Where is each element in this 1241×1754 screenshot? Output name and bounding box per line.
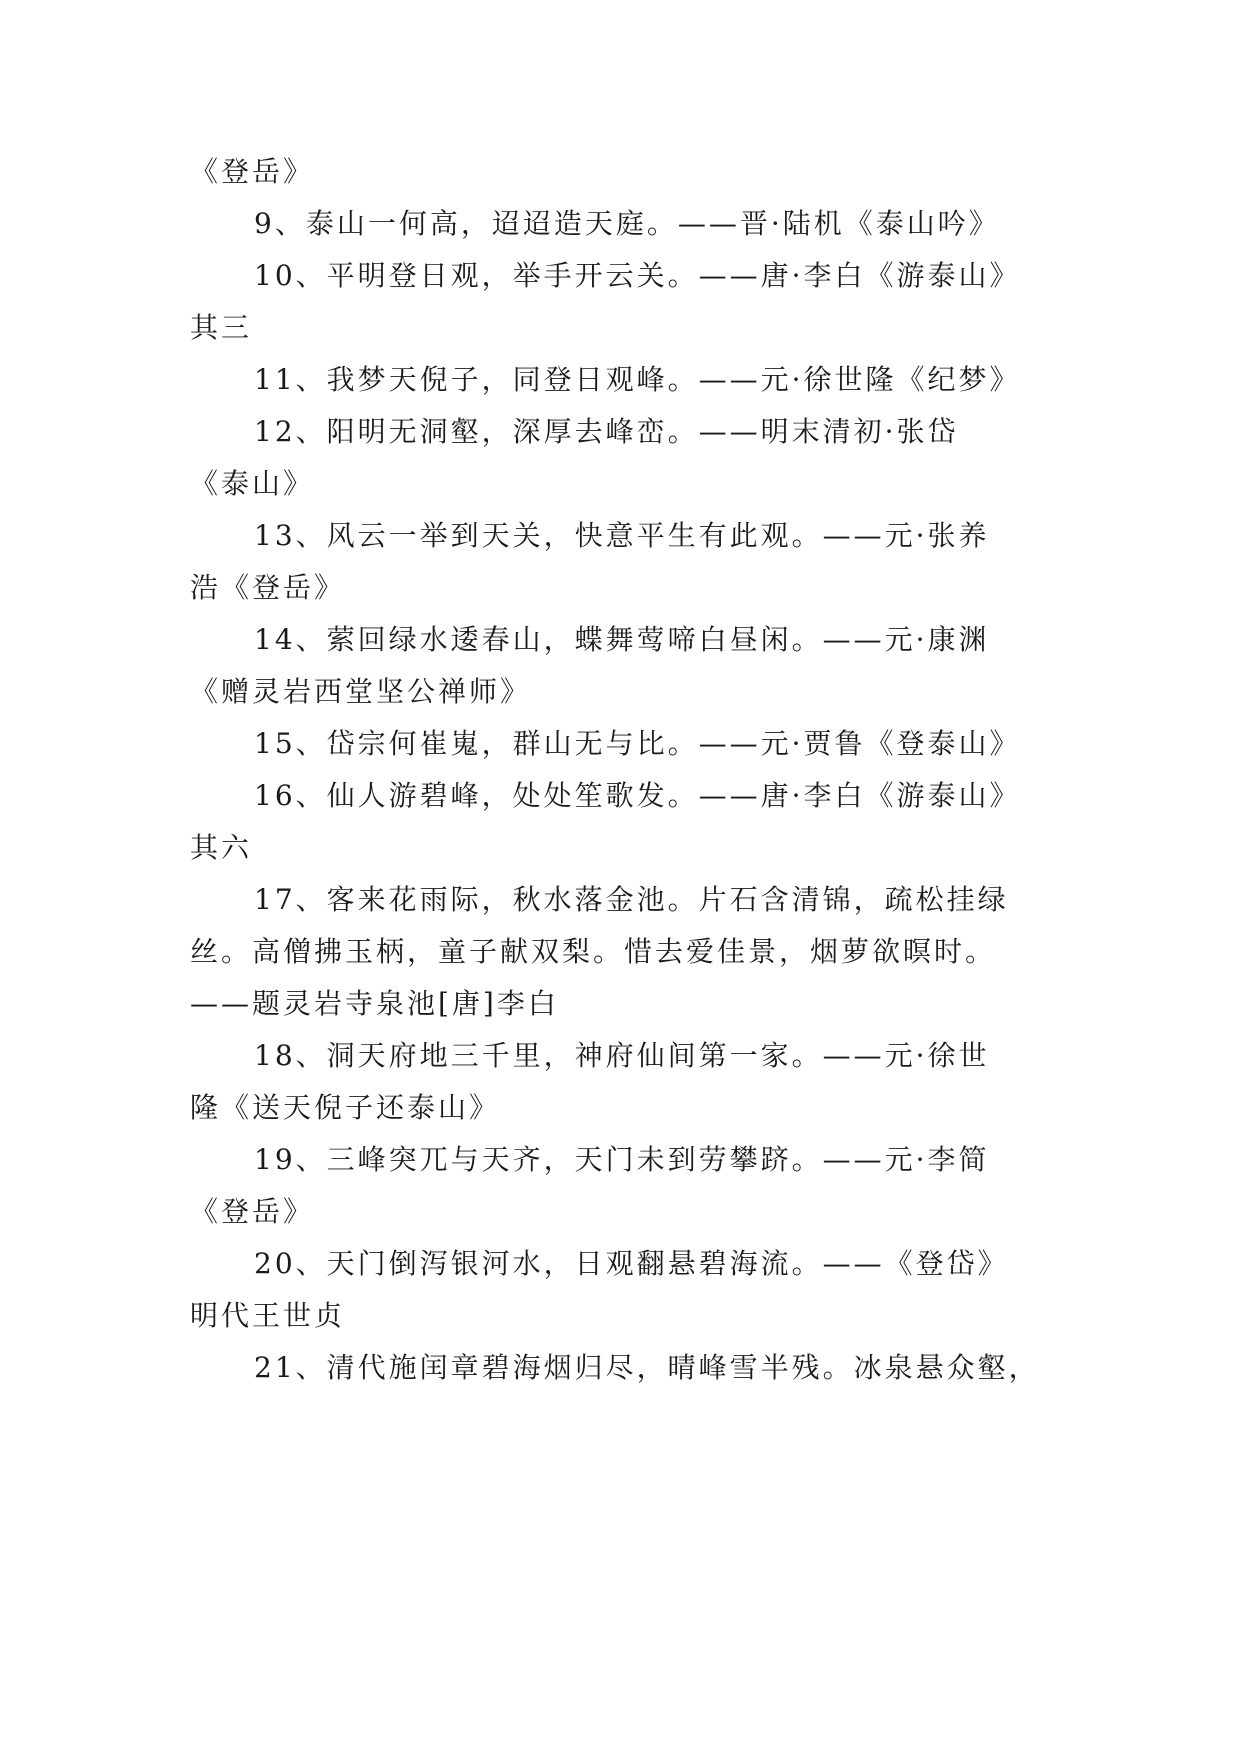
text-line: 浩《登岳》 — [190, 571, 346, 604]
text-line: 隆《送天倪子还泰山》 — [190, 1091, 501, 1124]
text-line: 《登岳》 — [190, 1195, 315, 1228]
text-line: 其六 — [190, 831, 253, 864]
text-line: 明代王世贞 — [190, 1299, 346, 1332]
text-line: 15、岱宗何崔嵬，群山无与比。——元·贾鲁《登泰山》 — [254, 727, 1021, 760]
text-line: 11、我梦天倪子，同登日观峰。——元·徐世隆《纪梦》 — [254, 363, 1021, 396]
text-line: 21、清代施闰章碧海烟归尽，晴峰雪半残。冰泉悬众壑， — [254, 1351, 1040, 1384]
text-line: 20、天门倒泻银河水，日观翻悬碧海流。——《登岱》 — [254, 1247, 1009, 1280]
text-line: 16、仙人游碧峰，处处笙歌发。——唐·李白《游泰山》 — [254, 779, 1021, 812]
text-line: 18、洞天府地三千里，神府仙间第一家。——元·徐世 — [254, 1039, 990, 1072]
text-line: 14、萦回绿水逶春山，蝶舞莺啼白昼闲。——元·康渊 — [254, 623, 990, 656]
text-line: 《登岳》 — [190, 155, 315, 188]
text-line: 12、阳明无洞壑，深厚去峰峦。——明末清初·张岱 — [254, 415, 959, 448]
text-line: 17、客来花雨际，秋水落金池。片石含清锦，疏松挂绿 — [254, 883, 1009, 916]
text-line: 其三 — [190, 311, 253, 344]
text-line: 《赠灵岩西堂坚公禅师》 — [190, 675, 532, 708]
text-line: 丝。高僧拂玉柄，童子献双梨。惜去爱佳景，烟萝欲暝时。 — [190, 935, 997, 968]
text-line: 《泰山》 — [190, 467, 315, 500]
text-line: ——题灵岩寺泉池[唐]李白 — [190, 987, 559, 1020]
text-line: 19、三峰突兀与天齐，天门未到劳攀跻。——元·李简 — [254, 1143, 990, 1176]
text-line: 10、平明登日观，举手开云关。——唐·李白《游泰山》 — [254, 259, 1021, 292]
text-line: 9、泰山一何高，迢迢造天庭。——晋·陆机《泰山吟》 — [254, 207, 1000, 240]
text-line: 13、风云一举到天关，快意平生有此观。——元·张养 — [254, 519, 990, 552]
